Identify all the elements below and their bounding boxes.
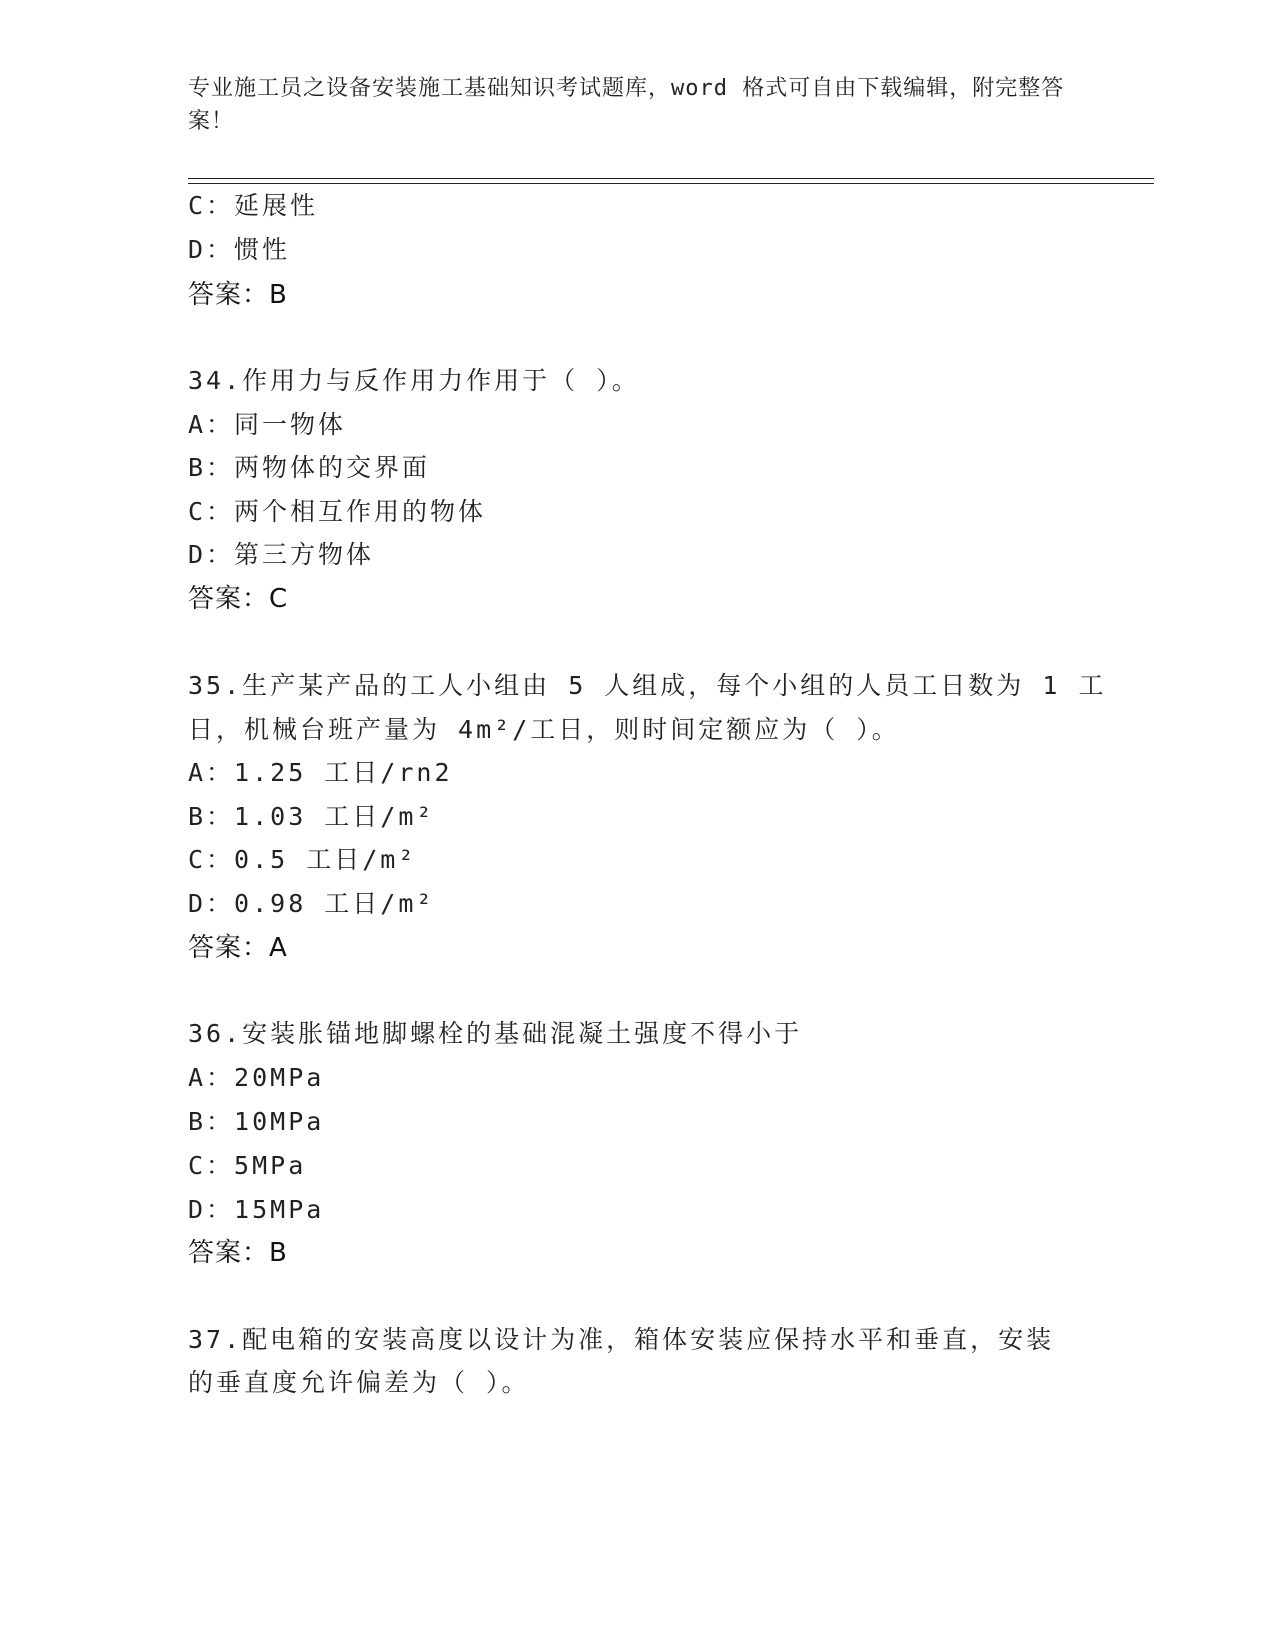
- option-c: C：0.5 工日/m²: [188, 845, 417, 874]
- answer: 答案：B: [188, 280, 288, 310]
- question-stem: 34.作用力与反作用力作用于（ ）。: [188, 366, 640, 395]
- document-header: 专业施工员之设备安装施工基础知识考试题库，word 格式可自由下载编辑，附完整答案！: [188, 76, 1065, 134]
- option-c: C：两个相互作用的物体: [188, 497, 487, 526]
- question-stem: 36.安装胀锚地脚螺栓的基础混凝土强度不得小于: [188, 1019, 803, 1048]
- option-b: B：两物体的交界面: [188, 453, 431, 482]
- option-c: C：延展性: [188, 191, 319, 220]
- option-a: A：1.25 工日/rn2: [188, 758, 453, 787]
- question-stem-line-2: 日，机械台班产量为 4m²/工日，则时间定额应为（ ）。: [188, 715, 900, 744]
- option-d: D：惯性: [188, 235, 291, 264]
- option-a: A：同一物体: [188, 410, 347, 439]
- header-divider-bottom: [188, 183, 1154, 184]
- question-stem-line-2: 的垂直度允许偏差为（ ）。: [188, 1368, 530, 1397]
- option-d: D：0.98 工日/m²: [188, 889, 435, 918]
- option-a: A：20MPa: [188, 1063, 325, 1092]
- question-stem-line-1: 37.配电箱的安装高度以设计为准，箱体安装应保持水平和垂直，安装: [188, 1325, 1055, 1354]
- option-b: B：10MPa: [188, 1107, 325, 1136]
- option-d: D：15MPa: [188, 1195, 325, 1224]
- answer: 答案：C: [188, 584, 289, 614]
- option-c: C：5MPa: [188, 1151, 307, 1180]
- option-d: D：第三方物体: [188, 540, 375, 569]
- option-b: B：1.03 工日/m²: [188, 802, 435, 831]
- header-divider-top: [188, 178, 1154, 179]
- answer: 答案：B: [188, 1238, 288, 1268]
- question-stem-line-1: 35.生产某产品的工人小组由 5 人组成，每个小组的人员工日数为 1 工: [188, 671, 1107, 700]
- answer: 答案：A: [188, 933, 288, 963]
